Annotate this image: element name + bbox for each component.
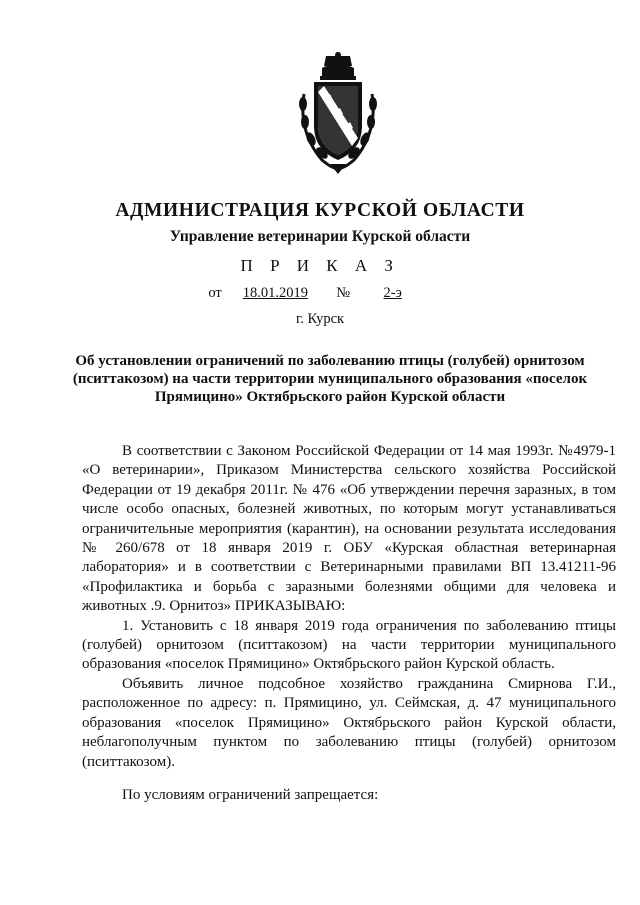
order-number: 2-э — [383, 285, 402, 301]
order-title: Об установлении ограничений по заболеванию птицы (голубей) орнитозом (пситтакозом) на части территории муниципального образования «поселок Прямицино» Октябрьского район Курской области — [72, 353, 588, 405]
paragraph-restrictions: По условиям ограничений запрещается: — [122, 786, 379, 803]
city-name: г. Курск — [295, 311, 345, 327]
order-body — [82, 442, 616, 805]
number-prefix: № — [336, 285, 351, 301]
organization-title: АДМИНИСТРАЦИЯ КУРСКОЙ ОБЛАСТИ — [115, 200, 525, 221]
department-name: Управление ветеринарии Курской области — [169, 228, 471, 245]
date-prefix: от — [208, 285, 222, 301]
document-type: П Р И К А З — [240, 256, 400, 275]
order-date: 18.01.2019 — [242, 285, 308, 301]
coat-of-arms-emblem — [296, 52, 380, 174]
paragraph-declare: Объявить личное подсобное хозяйство гражданина Смирнова Г.И., расположенное по адресу: п. Прямицино, ул. Сеймская, д. 47 муниципального образования «поселок Прямицино» Октябрьского район Курской области, неблагополучным пунктом по заболеванию птицы (голубей) орнитозом (пситтакозом). — [82, 675, 616, 770]
paragraph-legal-basis: В соответствии с Законом Российской Федерации от 14 мая 1993г. №4979-1 «О ветеринарии», Приказом Министерства сельского хозяйства Российской Федерации от 19 декабря 2011г. № 476 «Об утверждении перечня заразных, в том числе особо опасных, болезней животных, по которым могут устанавливаться ограничительные мероприятия (карантин), на основании результата исследования № 260/678 от 18 января 2019 г. ОБУ «Курская областная ветеринарная лаборатория» и в соответствии с Ветеринарными правилами ВП 13.41211-96 «Профилактика и борьба с заразными болезнями общими для человека и животных .9. Орнитоз» ПРИКАЗЫВАЮ: — [82, 443, 616, 615]
paragraph-item-1: 1. Установить с 18 января 2019 года ограничения по заболеванию птицы (голубей) орнитозом (пситтакозом) на части территории муниципального образования «поселок Прямицино» Октябрьского район Курской область. — [82, 617, 616, 673]
date-number-line — [0, 285, 640, 302]
